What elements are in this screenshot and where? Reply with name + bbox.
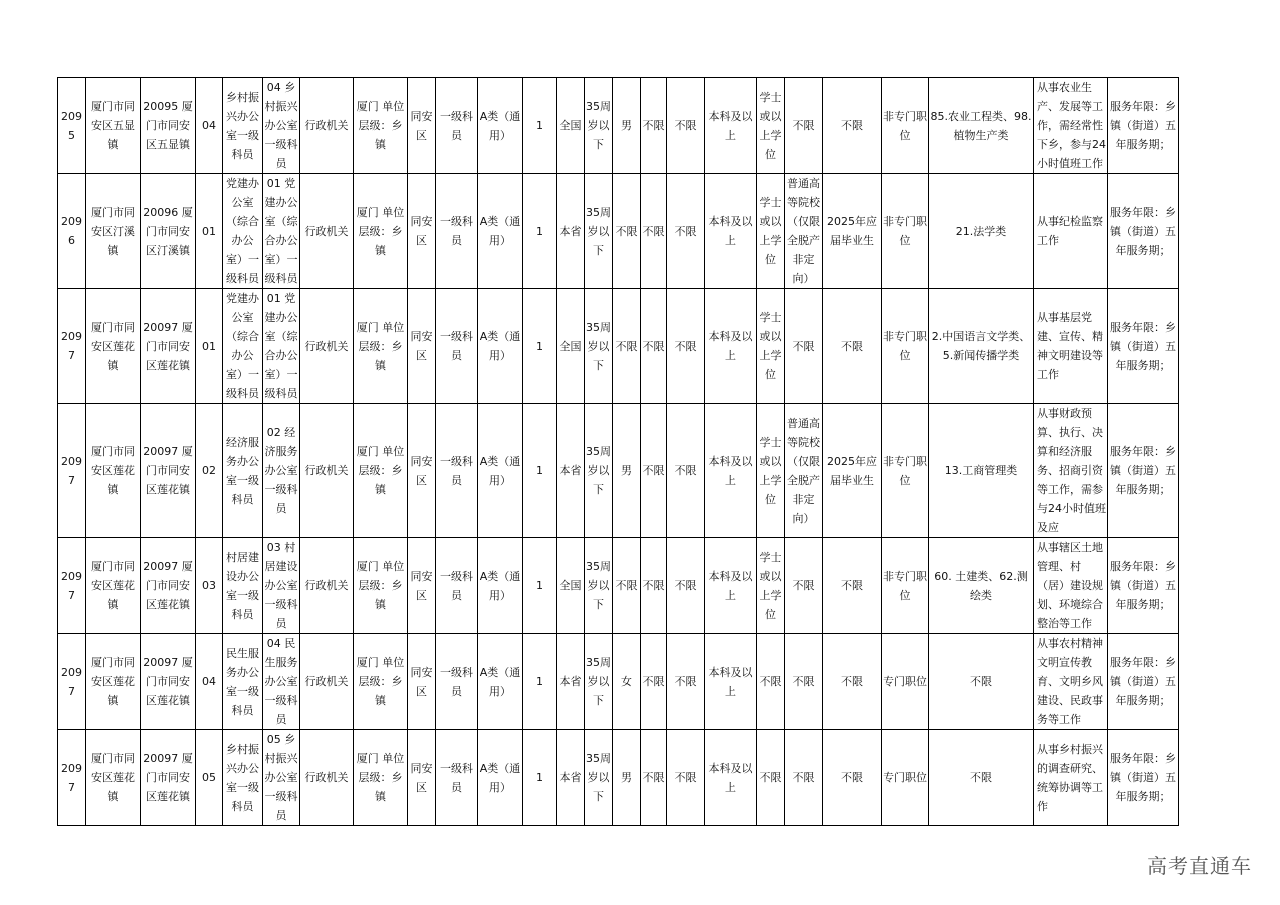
cell-degree: 学士或以上学位 bbox=[757, 538, 785, 634]
cell-exam-type: A类（通用） bbox=[478, 730, 523, 826]
cell-exam-type: A类（通用） bbox=[478, 289, 523, 404]
cell-gender: 男 bbox=[613, 730, 641, 826]
cell-code: 2096 bbox=[58, 174, 86, 289]
cell-dept: 乡村振兴办公室一级科员 bbox=[223, 730, 263, 826]
cell-notes: 服务年限：乡镇（街道）五年服务期； bbox=[1108, 174, 1179, 289]
cell-dept: 党建办公室（综合办公室）一级科员 bbox=[223, 289, 263, 404]
cell-notes: 服务年限：乡镇（街道）五年服务期； bbox=[1108, 404, 1179, 538]
cell-headcount: 1 bbox=[523, 730, 557, 826]
cell-employer: 厦门市同安区五显镇 bbox=[86, 78, 141, 174]
cell-experience: 不限 bbox=[667, 730, 705, 826]
cell-code: 2097 bbox=[58, 634, 86, 730]
cell-experience: 不限 bbox=[667, 404, 705, 538]
cell-job-title: 一级科员 bbox=[436, 289, 478, 404]
cell-source: 本省 bbox=[557, 730, 585, 826]
cell-pos-no: 01 bbox=[196, 174, 223, 289]
cell-education: 本科及以上 bbox=[705, 730, 757, 826]
cell-gender: 不限 bbox=[613, 174, 641, 289]
cell-pos-no: 01 bbox=[196, 289, 223, 404]
table-row bbox=[58, 634, 1179, 730]
cell-job-desc: 从事纪检监察工作 bbox=[1034, 174, 1108, 289]
cell-code: 2097 bbox=[58, 289, 86, 404]
cell-job-title: 一级科员 bbox=[436, 78, 478, 174]
cell-source: 本省 bbox=[557, 404, 585, 538]
cell-position-category: 专门职位 bbox=[882, 634, 929, 730]
cell-district: 同安区 bbox=[408, 634, 436, 730]
cell-pos-no: 05 bbox=[196, 730, 223, 826]
cell-job-title: 一级科员 bbox=[436, 404, 478, 538]
cell-grad-year: 不限 bbox=[823, 289, 882, 404]
cell-position-name: 20097 厦门市同安区莲花镇 bbox=[141, 730, 196, 826]
cell-party: 不限 bbox=[641, 174, 667, 289]
cell-dept: 经济服务办公室一级科员 bbox=[223, 404, 263, 538]
cell-party: 不限 bbox=[641, 538, 667, 634]
cell-employer: 厦门市同安区莲花镇 bbox=[86, 730, 141, 826]
cell-grad-year: 不限 bbox=[823, 538, 882, 634]
cell-org-type: 行政机关 bbox=[300, 730, 354, 826]
cell-experience: 不限 bbox=[667, 634, 705, 730]
table-row bbox=[58, 289, 1179, 404]
cell-code: 2095 bbox=[58, 78, 86, 174]
cell-source: 全国 bbox=[557, 289, 585, 404]
cell-exam-type: A类（通用） bbox=[478, 404, 523, 538]
cell-position-category: 非专门职位 bbox=[882, 174, 929, 289]
cell-age: 35周岁以下 bbox=[585, 730, 613, 826]
cell-dept: 民生服务办公室一级科员 bbox=[223, 634, 263, 730]
cell-degree: 学士或以上学位 bbox=[757, 174, 785, 289]
cell-education: 本科及以上 bbox=[705, 538, 757, 634]
cell-grad-year: 不限 bbox=[823, 730, 882, 826]
cell-dept: 村居建设办公室一级科员 bbox=[223, 538, 263, 634]
cell-position-category: 非专门职位 bbox=[882, 404, 929, 538]
cell-age: 35周岁以下 bbox=[585, 174, 613, 289]
watermark-text: 高考直通车 bbox=[1147, 854, 1252, 878]
cell-grad-type: 不限 bbox=[785, 634, 823, 730]
cell-degree: 不限 bbox=[757, 634, 785, 730]
cell-unit-level: 厦门 单位层级：乡镇 bbox=[354, 174, 408, 289]
cell-district: 同安区 bbox=[408, 78, 436, 174]
cell-party: 不限 bbox=[641, 730, 667, 826]
cell-district: 同安区 bbox=[408, 404, 436, 538]
cell-org-type: 行政机关 bbox=[300, 404, 354, 538]
cell-grad-type: 不限 bbox=[785, 78, 823, 174]
cell-headcount: 1 bbox=[523, 289, 557, 404]
cell-unit-level: 厦门 单位层级：乡镇 bbox=[354, 78, 408, 174]
cell-pos-no: 03 bbox=[196, 538, 223, 634]
cell-grad-year: 不限 bbox=[823, 78, 882, 174]
cell-major: 不限 bbox=[929, 730, 1034, 826]
cell-dept: 党建办公室（综合办公室）一级科员 bbox=[223, 174, 263, 289]
cell-education: 本科及以上 bbox=[705, 174, 757, 289]
cell-org-type: 行政机关 bbox=[300, 634, 354, 730]
cell-employer: 厦门市同安区莲花镇 bbox=[86, 634, 141, 730]
cell-grad-type: 不限 bbox=[785, 730, 823, 826]
cell-grad-year: 2025年应届毕业生 bbox=[823, 174, 882, 289]
cell-org-type: 行政机关 bbox=[300, 78, 354, 174]
cell-dept: 乡村振兴办公室一级科员 bbox=[223, 78, 263, 174]
cell-org-type: 行政机关 bbox=[300, 289, 354, 404]
cell-org-type: 行政机关 bbox=[300, 174, 354, 289]
cell-education: 本科及以上 bbox=[705, 404, 757, 538]
cell-degree: 不限 bbox=[757, 730, 785, 826]
cell-job-desc: 从事基层党建、宣传、精神文明建设等工作 bbox=[1034, 289, 1108, 404]
cell-notes: 服务年限：乡镇（街道）五年服务期； bbox=[1108, 634, 1179, 730]
table-row bbox=[58, 538, 1179, 634]
cell-headcount: 1 bbox=[523, 634, 557, 730]
cell-age: 35周岁以下 bbox=[585, 404, 613, 538]
cell-dept-post: 02 经济服务办公室一级科员 bbox=[263, 404, 300, 538]
cell-party: 不限 bbox=[641, 78, 667, 174]
cell-notes: 服务年限：乡镇（街道）五年服务期； bbox=[1108, 78, 1179, 174]
cell-headcount: 1 bbox=[523, 174, 557, 289]
cell-dept-post: 04 民生服务办公室一级科员 bbox=[263, 634, 300, 730]
cell-position-category: 非专门职位 bbox=[882, 78, 929, 174]
cell-age: 35周岁以下 bbox=[585, 289, 613, 404]
cell-unit-level: 厦门 单位层级：乡镇 bbox=[354, 634, 408, 730]
cell-org-type: 行政机关 bbox=[300, 538, 354, 634]
cell-employer: 厦门市同安区莲花镇 bbox=[86, 404, 141, 538]
cell-headcount: 1 bbox=[523, 78, 557, 174]
cell-position-category: 非专门职位 bbox=[882, 289, 929, 404]
cell-district: 同安区 bbox=[408, 174, 436, 289]
cell-education: 本科及以上 bbox=[705, 289, 757, 404]
cell-dept-post: 01 党建办公室（综合办公室）一级科员 bbox=[263, 174, 300, 289]
cell-major: 13.工商管理类 bbox=[929, 404, 1034, 538]
cell-job-title: 一级科员 bbox=[436, 634, 478, 730]
cell-source: 本省 bbox=[557, 174, 585, 289]
cell-exam-type: A类（通用） bbox=[478, 78, 523, 174]
cell-exam-type: A类（通用） bbox=[478, 634, 523, 730]
cell-gender: 男 bbox=[613, 404, 641, 538]
cell-job-desc: 从事农村精神文明宣传教育、文明乡风建设、民政事务等工作 bbox=[1034, 634, 1108, 730]
cell-unit-level: 厦门 单位层级：乡镇 bbox=[354, 730, 408, 826]
cell-unit-level: 厦门 单位层级：乡镇 bbox=[354, 538, 408, 634]
cell-notes: 服务年限：乡镇（街道）五年服务期； bbox=[1108, 730, 1179, 826]
cell-party: 不限 bbox=[641, 289, 667, 404]
cell-district: 同安区 bbox=[408, 730, 436, 826]
cell-employer: 厦门市同安区莲花镇 bbox=[86, 289, 141, 404]
cell-grad-year: 不限 bbox=[823, 634, 882, 730]
cell-position-name: 20097 厦门市同安区莲花镇 bbox=[141, 289, 196, 404]
cell-grad-year: 2025年应届毕业生 bbox=[823, 404, 882, 538]
cell-unit-level: 厦门 单位层级：乡镇 bbox=[354, 404, 408, 538]
cell-gender: 女 bbox=[613, 634, 641, 730]
cell-degree: 学士或以上学位 bbox=[757, 78, 785, 174]
cell-source: 全国 bbox=[557, 538, 585, 634]
cell-exam-type: A类（通用） bbox=[478, 174, 523, 289]
cell-dept-post: 01 党建办公室（综合办公室）一级科员 bbox=[263, 289, 300, 404]
cell-party: 不限 bbox=[641, 634, 667, 730]
cell-headcount: 1 bbox=[523, 538, 557, 634]
cell-experience: 不限 bbox=[667, 538, 705, 634]
cell-major: 不限 bbox=[929, 634, 1034, 730]
table-row bbox=[58, 404, 1179, 538]
cell-headcount: 1 bbox=[523, 404, 557, 538]
cell-job-desc: 从事财政预算、执行、决算和经济服务、招商引资等工作，需参与24小时值班及应 bbox=[1034, 404, 1108, 538]
table-row bbox=[58, 730, 1179, 826]
cell-age: 35周岁以下 bbox=[585, 634, 613, 730]
cell-major: 21.法学类 bbox=[929, 174, 1034, 289]
cell-grad-type: 不限 bbox=[785, 289, 823, 404]
cell-position-name: 20096 厦门市同安区汀溪镇 bbox=[141, 174, 196, 289]
cell-experience: 不限 bbox=[667, 174, 705, 289]
cell-grad-type: 普通高等院校（仅限全脱产非定向） bbox=[785, 174, 823, 289]
cell-notes: 服务年限：乡镇（街道）五年服务期； bbox=[1108, 289, 1179, 404]
cell-job-title: 一级科员 bbox=[436, 730, 478, 826]
cell-party: 不限 bbox=[641, 404, 667, 538]
cell-grad-type: 普通高等院校（仅限全脱产非定向） bbox=[785, 404, 823, 538]
cell-education: 本科及以上 bbox=[705, 78, 757, 174]
cell-major: 2.中国语言文学类、5.新闻传播学类 bbox=[929, 289, 1034, 404]
cell-experience: 不限 bbox=[667, 78, 705, 174]
cell-position-name: 20097 厦门市同安区莲花镇 bbox=[141, 538, 196, 634]
cell-code: 2097 bbox=[58, 538, 86, 634]
cell-district: 同安区 bbox=[408, 538, 436, 634]
cell-position-name: 20097 厦门市同安区莲花镇 bbox=[141, 404, 196, 538]
cell-degree: 学士或以上学位 bbox=[757, 404, 785, 538]
recruitment-table bbox=[57, 77, 1179, 826]
cell-position-name: 20097 厦门市同安区莲花镇 bbox=[141, 634, 196, 730]
cell-age: 35周岁以下 bbox=[585, 538, 613, 634]
cell-major: 85.农业工程类、98.植物生产类 bbox=[929, 78, 1034, 174]
cell-job-desc: 从事辖区土地管理、村（居）建设规划、环境综合整治等工作 bbox=[1034, 538, 1108, 634]
cell-source: 本省 bbox=[557, 634, 585, 730]
cell-experience: 不限 bbox=[667, 289, 705, 404]
cell-dept-post: 05 乡村振兴办公室一级科员 bbox=[263, 730, 300, 826]
cell-pos-no: 02 bbox=[196, 404, 223, 538]
table-row bbox=[58, 78, 1179, 174]
cell-gender: 男 bbox=[613, 78, 641, 174]
cell-education: 本科及以上 bbox=[705, 634, 757, 730]
cell-code: 2097 bbox=[58, 404, 86, 538]
cell-degree: 学士或以上学位 bbox=[757, 289, 785, 404]
cell-notes: 服务年限：乡镇（街道）五年服务期； bbox=[1108, 538, 1179, 634]
cell-dept-post: 03 村居建设办公室一级科员 bbox=[263, 538, 300, 634]
cell-unit-level: 厦门 单位层级：乡镇 bbox=[354, 289, 408, 404]
cell-gender: 不限 bbox=[613, 538, 641, 634]
cell-dept-post: 04 乡村振兴办公室一级科员 bbox=[263, 78, 300, 174]
cell-source: 全国 bbox=[557, 78, 585, 174]
cell-district: 同安区 bbox=[408, 289, 436, 404]
cell-job-desc: 从事农业生产、发展等工作，需经常性下乡，参与24小时值班工作 bbox=[1034, 78, 1108, 174]
cell-position-category: 专门职位 bbox=[882, 730, 929, 826]
cell-gender: 不限 bbox=[613, 289, 641, 404]
cell-pos-no: 04 bbox=[196, 78, 223, 174]
cell-employer: 厦门市同安区汀溪镇 bbox=[86, 174, 141, 289]
cell-age: 35周岁以下 bbox=[585, 78, 613, 174]
cell-job-desc: 从事乡村振兴的调查研究、统筹协调等工作 bbox=[1034, 730, 1108, 826]
cell-job-title: 一级科员 bbox=[436, 174, 478, 289]
cell-position-category: 非专门职位 bbox=[882, 538, 929, 634]
cell-position-name: 20095 厦门市同安区五显镇 bbox=[141, 78, 196, 174]
cell-exam-type: A类（通用） bbox=[478, 538, 523, 634]
table-row bbox=[58, 174, 1179, 289]
cell-code: 2097 bbox=[58, 730, 86, 826]
cell-pos-no: 04 bbox=[196, 634, 223, 730]
cell-job-title: 一级科员 bbox=[436, 538, 478, 634]
cell-grad-type: 不限 bbox=[785, 538, 823, 634]
cell-major: 60. 土建类、62.测绘类 bbox=[929, 538, 1034, 634]
cell-employer: 厦门市同安区莲花镇 bbox=[86, 538, 141, 634]
